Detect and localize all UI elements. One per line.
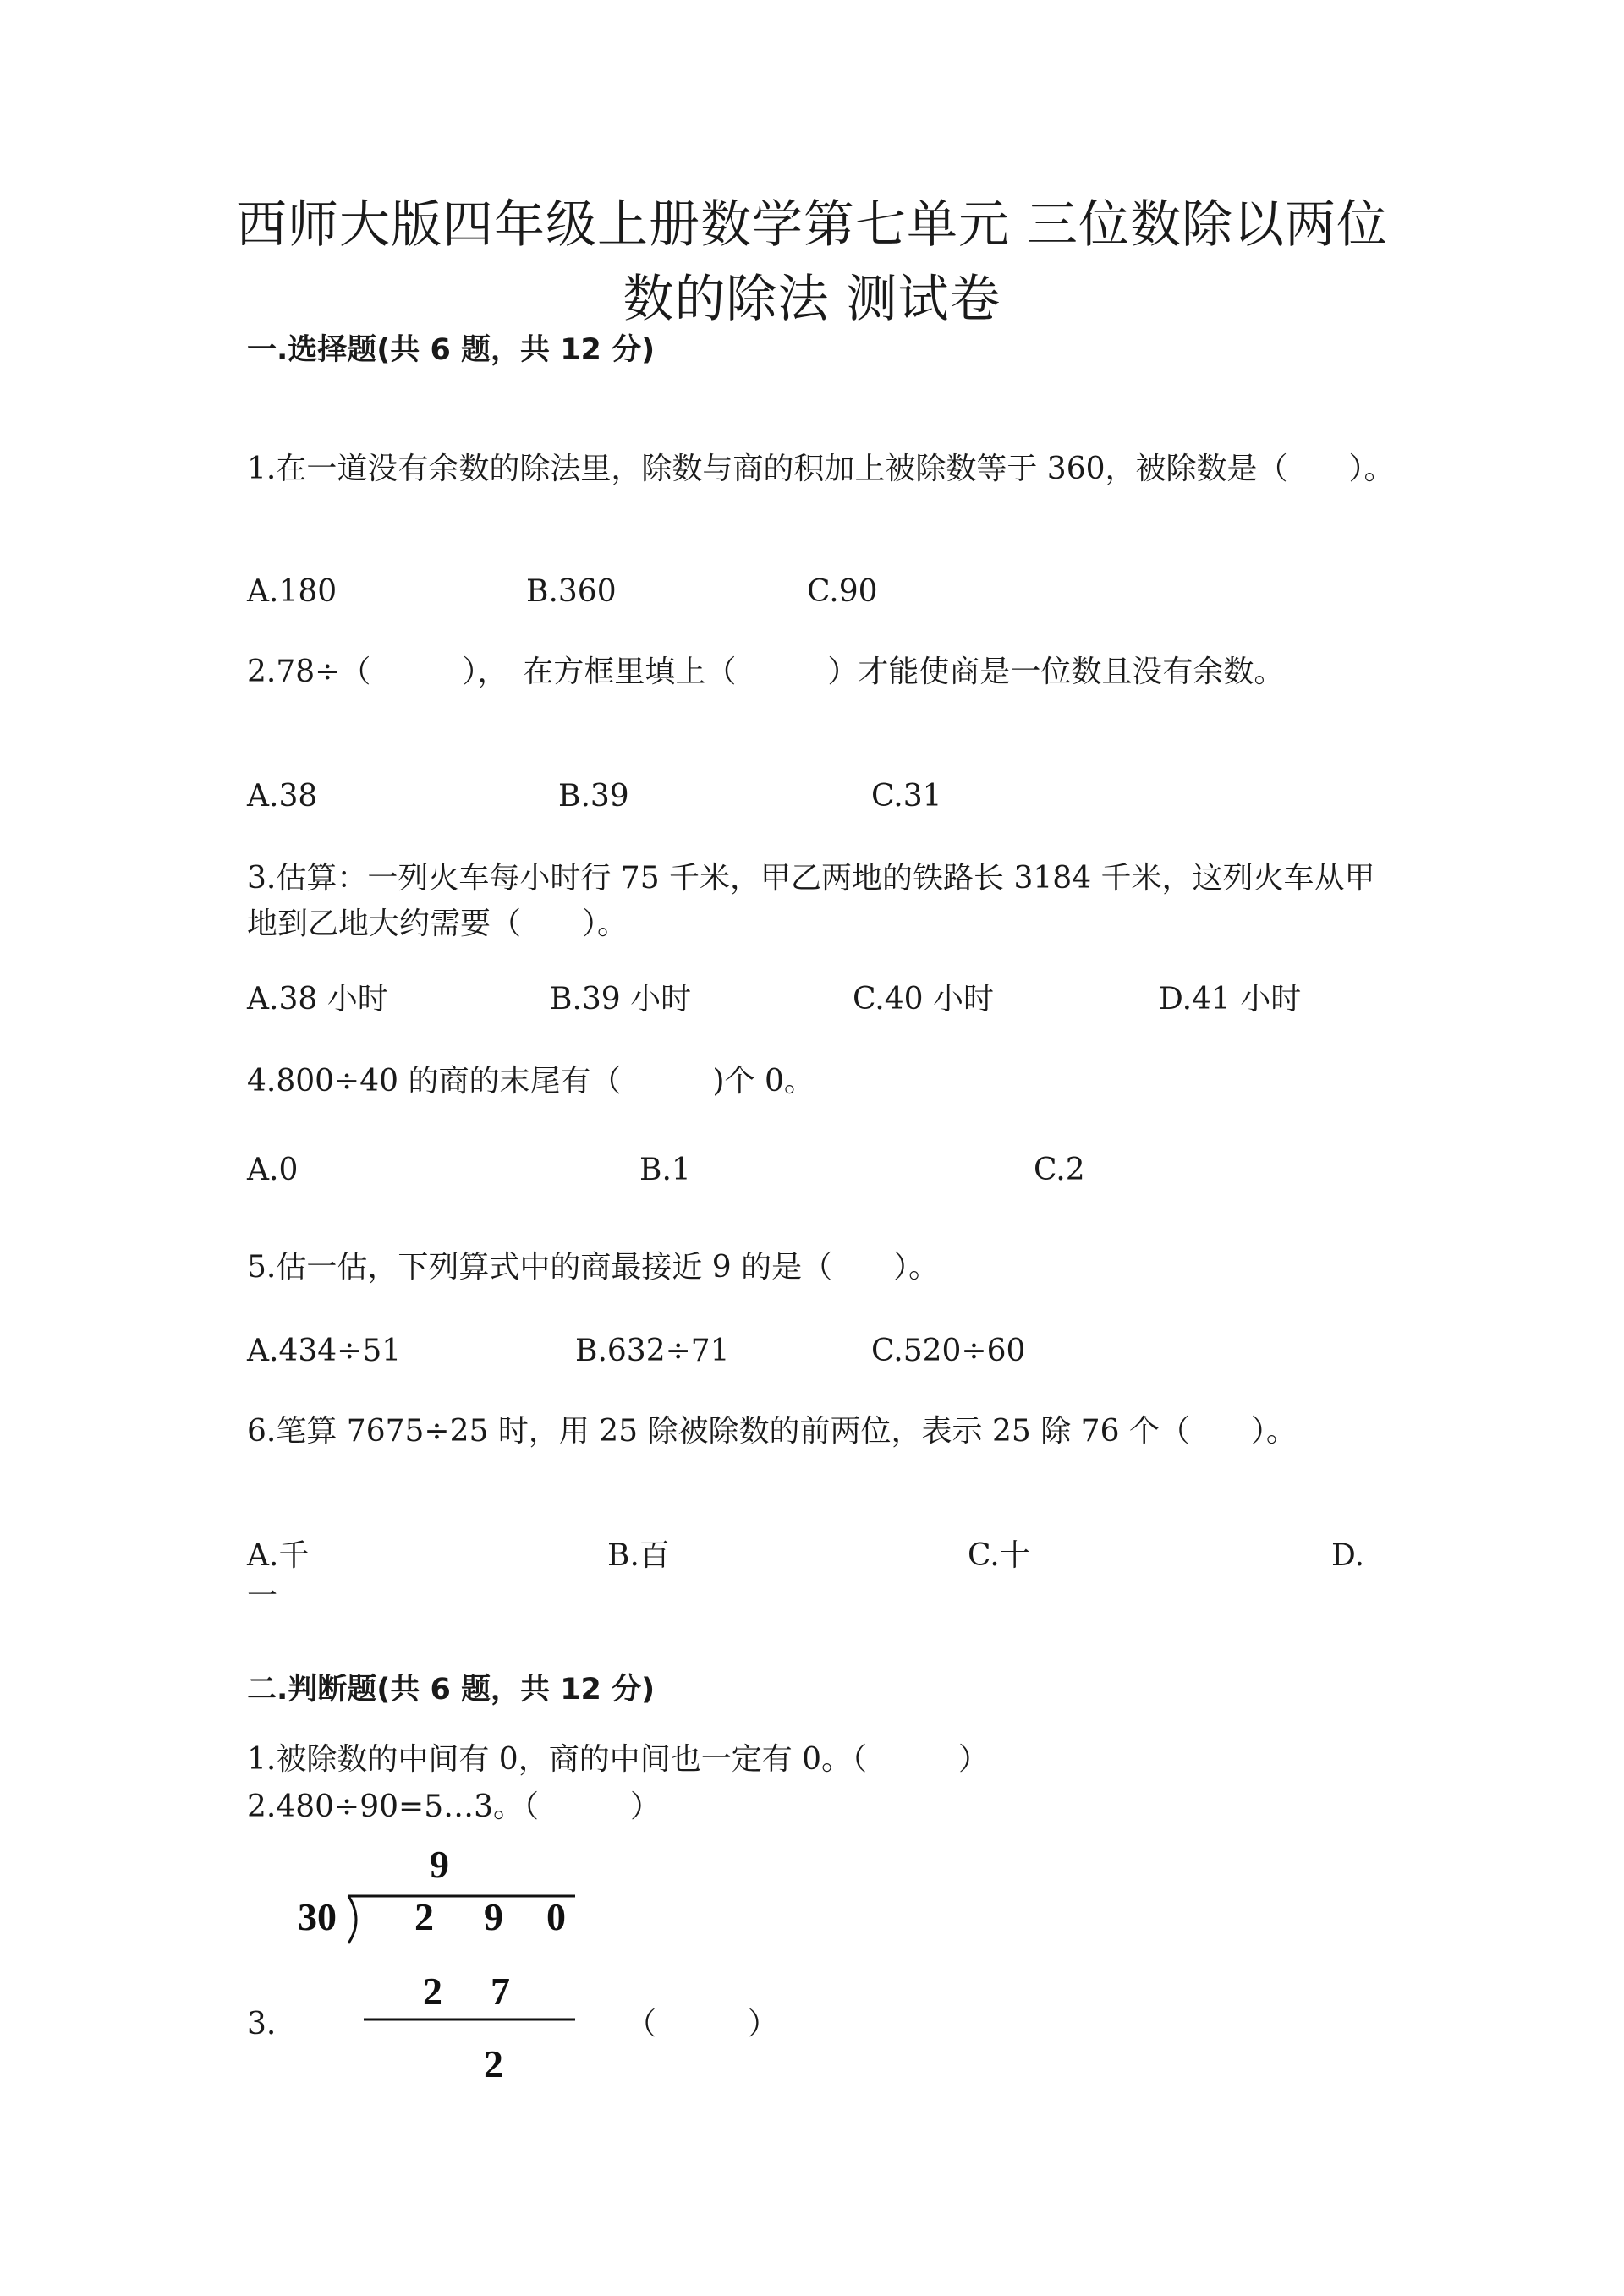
q2-option-c: C.31 (871, 779, 942, 814)
q1-option-b: B.360 (526, 574, 617, 609)
choice-question-4: 4.800÷40 的商的末尾有（ )个 0。 (247, 1064, 815, 1099)
choice-question-3: 3.估算：一列火车每小时行 75 千米，甲乙两地的铁路长 3184 千米，这列火车从甲地到乙地大约需要（ ）。 (247, 861, 1375, 941)
q2-option-a: A.38 (247, 779, 318, 814)
q5-option-b: B.632÷71 (575, 1334, 730, 1368)
q6-option-c: C.十 (968, 1538, 1030, 1573)
division-product-digit-2: 7 (491, 1970, 510, 2013)
section-heading-choice: 一.选择题(共 6 题，共 12 分) (247, 333, 656, 367)
judgment-question-2: 2.480÷90=5…3。（ ） (247, 1789, 661, 1824)
division-bracket (348, 1896, 356, 1943)
choice-question-5: 5.估一估，下列算式中的商最接近 9 的是（ ）。 (247, 1250, 940, 1285)
q6-option-b: B.百 (607, 1538, 670, 1573)
q6-option-d-text: 一 (247, 1579, 278, 1614)
division-remainder: 2 (484, 2042, 503, 2085)
choice-question-1: 1.在一道没有余数的除法里，除数与商的积加上被除数等于 360，被除数是（ ）。 (247, 452, 1395, 486)
division-divisor: 30 (298, 1895, 337, 1938)
q4-option-b: B.1 (639, 1153, 691, 1187)
division-dividend-digit-1: 2 (414, 1895, 434, 1938)
choice-question-2: 2.78÷（ ）， 在方框里填上（ ）才能使商是一位数且没有余数。 (247, 655, 1285, 689)
q1-option-c: C.90 (807, 574, 878, 609)
choice-question-6: 6.笔算 7675÷25 时，用 25 除被除数的前两位，表示 25 除 76 个（ ）。 (247, 1414, 1297, 1449)
q3-option-a: A.38 小时 (247, 982, 388, 1016)
section-heading-judgment: 二.判断题(共 6 题，共 12 分) (247, 1673, 656, 1707)
q3-option-c: C.40 小时 (853, 982, 994, 1016)
q4-option-c: C.2 (1034, 1153, 1085, 1187)
q6-option-d: D. (1331, 1538, 1365, 1573)
judgment-question-3-label: 3. (247, 2007, 277, 2041)
title-line-1: 西师大版四年级上册数学第七单元 三位数除以两位 (235, 195, 1389, 255)
title-line-2: 数的除法 测试卷 (623, 270, 1001, 329)
page-title (169, 188, 1455, 337)
division-product-digit-1: 2 (423, 1970, 442, 2013)
judgment-question-3-blank: （ ） (626, 2007, 779, 2041)
judgment-question-1: 1.被除数的中间有 0，商的中间也一定有 0。（ ） (247, 1742, 990, 1777)
q3-option-b: B.39 小时 (550, 982, 692, 1016)
q5-option-a: A.434÷51 (247, 1334, 402, 1368)
q1-option-a: A.180 (247, 574, 337, 609)
long-division-figure (245, 1835, 601, 2089)
q2-option-b: B.39 (558, 779, 629, 814)
q4-option-a: A.0 (247, 1153, 299, 1187)
q5-option-c: C.520÷60 (871, 1334, 1026, 1368)
division-dividend-digit-2: 9 (484, 1895, 503, 1938)
division-dividend-digit-3: 0 (546, 1895, 566, 1938)
q3-option-d: D.41 小时 (1159, 982, 1302, 1016)
division-quotient: 9 (430, 1843, 449, 1886)
q6-option-a: A.千 (247, 1538, 310, 1573)
